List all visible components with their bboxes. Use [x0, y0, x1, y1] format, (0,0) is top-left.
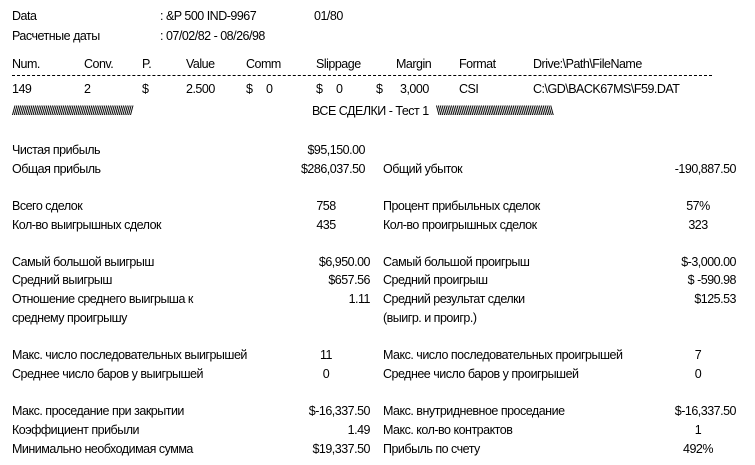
ratio-value: 1.11	[348, 292, 370, 306]
col-header-path: Drive:\Path\FileName	[533, 57, 642, 71]
max-contracts-label: Макс. кол-во контрактов	[383, 423, 513, 437]
banner-title: ВСЕ СДЕЛКИ - Тест 1	[312, 104, 429, 118]
min-required-value: $19,337.50	[312, 442, 370, 456]
header-divider	[12, 75, 712, 76]
cell-format: CSI	[459, 82, 479, 96]
pct-profitable-label: Процент прибыльных сделок	[383, 199, 540, 213]
banner-slashes-left: ////////////////////////////////////////////////////////////////	[12, 104, 132, 118]
pct-profitable-value: 57%	[686, 199, 710, 213]
total-trades-label: Всего сделок	[12, 199, 83, 213]
avg-trade-label-line-1: Средний результат сделки	[383, 292, 525, 306]
gross-profit-label: Общая прибыль	[12, 162, 101, 176]
cell-margin-currency: $	[376, 82, 383, 96]
cell-p: $	[142, 82, 149, 96]
cell-num: 149	[12, 82, 32, 96]
avg-bars-win-value: 0	[322, 367, 330, 381]
cell-comm-currency: $	[246, 82, 253, 96]
avg-win-label: Средний выигрыш	[12, 273, 112, 287]
cell-path: C:\GD\BACK67MS\F59.DAT	[533, 82, 680, 96]
col-header-format: Format	[459, 57, 496, 71]
profit-factor-label: Коэффициент прибыли	[12, 423, 139, 437]
col-header-value: Value	[186, 57, 215, 71]
winning-trades-value: 435	[316, 218, 336, 232]
max-consec-losses-label: Макс. число последовательных проигрышей	[383, 348, 623, 362]
net-profit-value: $95,150.00	[307, 143, 365, 157]
losing-trades-value: 323	[688, 218, 708, 232]
max-intraday-drawdown-value: $-16,337.50	[674, 404, 736, 418]
max-consec-wins-value: 11	[320, 348, 332, 362]
max-contracts-value: 1	[694, 423, 702, 437]
min-required-label: Минимально необходимая сумма	[12, 442, 193, 456]
largest-win-value: $6,950.00	[318, 255, 370, 269]
data-label: Data	[12, 9, 37, 23]
dates-value: : 07/02/82 - 08/26/98	[160, 29, 265, 43]
col-header-slippage: Slippage	[316, 57, 361, 71]
avg-win-value: $657.56	[328, 273, 370, 287]
col-header-margin: Margin	[396, 57, 432, 71]
winning-trades-label: Кол-во выигрышных сделок	[12, 218, 162, 232]
avg-bars-win-label: Среднее число баров у выигрышей	[12, 367, 203, 381]
avg-trade-label-line-2: (выигр. и проигр.)	[383, 311, 477, 325]
cell-slippage-currency: $	[316, 82, 323, 96]
total-trades-value: 758	[316, 199, 336, 213]
gross-loss-value: -190,887.50	[674, 162, 736, 176]
avg-trade-value: $125.53	[694, 292, 736, 306]
avg-loss-label: Средний проигрыш	[383, 273, 488, 287]
col-header-conv: Conv.	[84, 57, 114, 71]
max-consec-wins-label: Макс. число последовательных выигрышей	[12, 348, 247, 362]
cell-conv: 2	[84, 82, 91, 96]
largest-win-label: Самый большой выигрыш	[12, 255, 154, 269]
ratio-label-line-1: Отношение среднего выигрыша к	[12, 292, 193, 306]
return-on-account-value: 492%	[683, 442, 713, 456]
largest-loss-label: Самый большой проигрыш	[383, 255, 530, 269]
col-header-p: P.	[142, 57, 152, 71]
profit-factor-value: 1.49	[347, 423, 370, 437]
data-code: 01/80	[314, 9, 343, 23]
cell-value: 2.500	[186, 82, 215, 96]
col-header-num: Num.	[12, 57, 40, 71]
cell-comm: 0	[266, 82, 273, 96]
data-value: : &P 500 IND-9967	[160, 9, 257, 23]
max-drawdown-close-value: $-16,337.50	[308, 404, 370, 418]
max-consec-losses-value: 7	[694, 348, 702, 362]
net-profit-label: Чистая прибыль	[12, 143, 100, 157]
cell-slippage: 0	[336, 82, 343, 96]
largest-loss-value: $-3,000.00	[681, 255, 736, 269]
avg-loss-value: $ -590.98	[687, 273, 736, 287]
gross-profit-value: $286,037.50	[300, 162, 365, 176]
col-header-comm: Comm	[246, 57, 281, 71]
dates-label: Расчетные даты	[12, 29, 100, 43]
avg-bars-loss-value: 0	[694, 367, 702, 381]
max-intraday-drawdown-label: Макс. внутридневное проседание	[383, 404, 565, 418]
avg-bars-loss-label: Среднее число баров у проигрышей	[383, 367, 579, 381]
gross-loss-label: Общий убыток	[383, 162, 463, 176]
ratio-label-line-2: среднему проигрышу	[12, 311, 127, 325]
cell-margin: 3,000	[400, 82, 429, 96]
losing-trades-label: Кол-во проигрышных сделок	[383, 218, 537, 232]
banner-slashes-right: \\\\\\\\\\\\\\\\\\\\\\\\\\\\\\\\\\\\\\\\\\\\\\\\\\\\\\\\\\\\\\	[436, 104, 553, 118]
return-on-account-label: Прибыль по счету	[383, 442, 480, 456]
max-drawdown-close-label: Макс. проседание при закрытии	[12, 404, 184, 418]
